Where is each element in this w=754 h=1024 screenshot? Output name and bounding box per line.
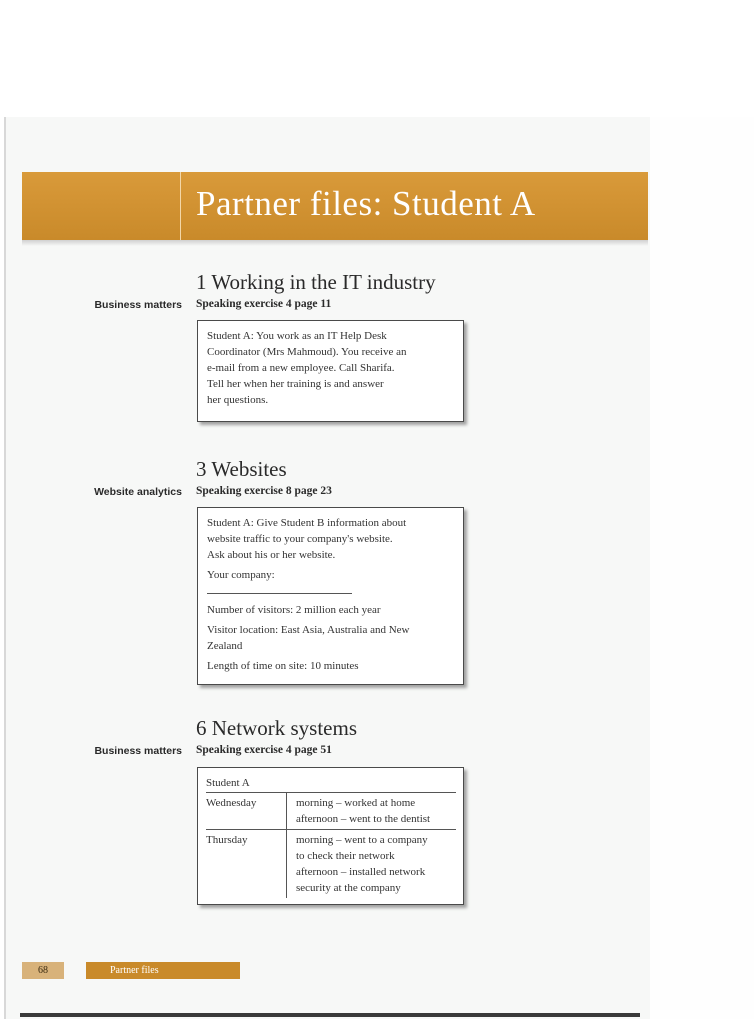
details-cell (287, 830, 457, 899)
page-bottom-edge (20, 1013, 640, 1017)
role-card-line: Coordinator (Mrs Mahmoud). You receive an (207, 346, 407, 358)
role-card-box (197, 320, 464, 422)
detail-line: morning – worked at home (296, 797, 416, 809)
details-cell (287, 793, 457, 830)
side-label-business-matters: Business matters (94, 299, 182, 311)
exercise-reference: Speaking exercise 4 page 51 (196, 744, 332, 756)
role-card-line: website traffic to your company's website. (207, 533, 393, 545)
exercise-reference: Speaking exercise 8 page 23 (196, 485, 332, 497)
banner-shadow (22, 240, 648, 246)
company-label: Your company: (207, 569, 275, 581)
section-title-websites: 3 Websites (196, 457, 287, 481)
role-card-box (197, 507, 464, 685)
banner-divider (180, 172, 181, 240)
role-card-line: e-mail from a new employee. Call Sharifa. (207, 362, 395, 374)
section-title-working-in-it: 1 Working in the IT industry (196, 270, 436, 294)
page-number: 68 (22, 962, 64, 979)
side-label-website-analytics: Website analytics (94, 486, 182, 498)
schedule-box (197, 767, 464, 905)
detail-line: afternoon – went to the dentist (296, 813, 431, 825)
detail-line: morning – went to a company (296, 834, 428, 846)
detail-line: security at the company (296, 882, 401, 894)
detail-line: afternoon – installed network (296, 866, 426, 878)
day-cell: Wednesday (206, 793, 287, 830)
detail-line: to check their network (296, 850, 395, 862)
day-cell: Thursday (206, 834, 248, 846)
role-card-line: Ask about his or her website. (207, 549, 336, 561)
role-card-line: Student A: Give Student B information about (207, 517, 407, 529)
footer-section-label: Partner files (86, 962, 240, 979)
title-banner (22, 172, 648, 240)
company-fill-line (207, 593, 352, 594)
fact-line: Visitor location: East Asia, Australia and New Zealand (207, 624, 410, 652)
fact-line: Number of visitors: 2 million each year (207, 604, 381, 616)
page-margin (650, 117, 754, 1019)
table-row (206, 793, 456, 830)
page-title: Partner files: Student A (196, 184, 536, 223)
role-card-line: Tell her when her training is and answer (207, 378, 384, 390)
role-card-line: her questions. (207, 394, 269, 406)
table-row (206, 830, 456, 899)
section-title-network-systems: 6 Network systems (196, 716, 357, 740)
role-card-line: Student A: You work as an IT Help Desk (207, 330, 387, 342)
side-label-business-matters: Business matters (94, 745, 182, 757)
schedule-table (206, 775, 456, 898)
table-header: Student A (206, 775, 456, 793)
exercise-reference: Speaking exercise 4 page 11 (196, 298, 332, 310)
fact-line: Length of time on site: 10 minutes (207, 660, 359, 672)
